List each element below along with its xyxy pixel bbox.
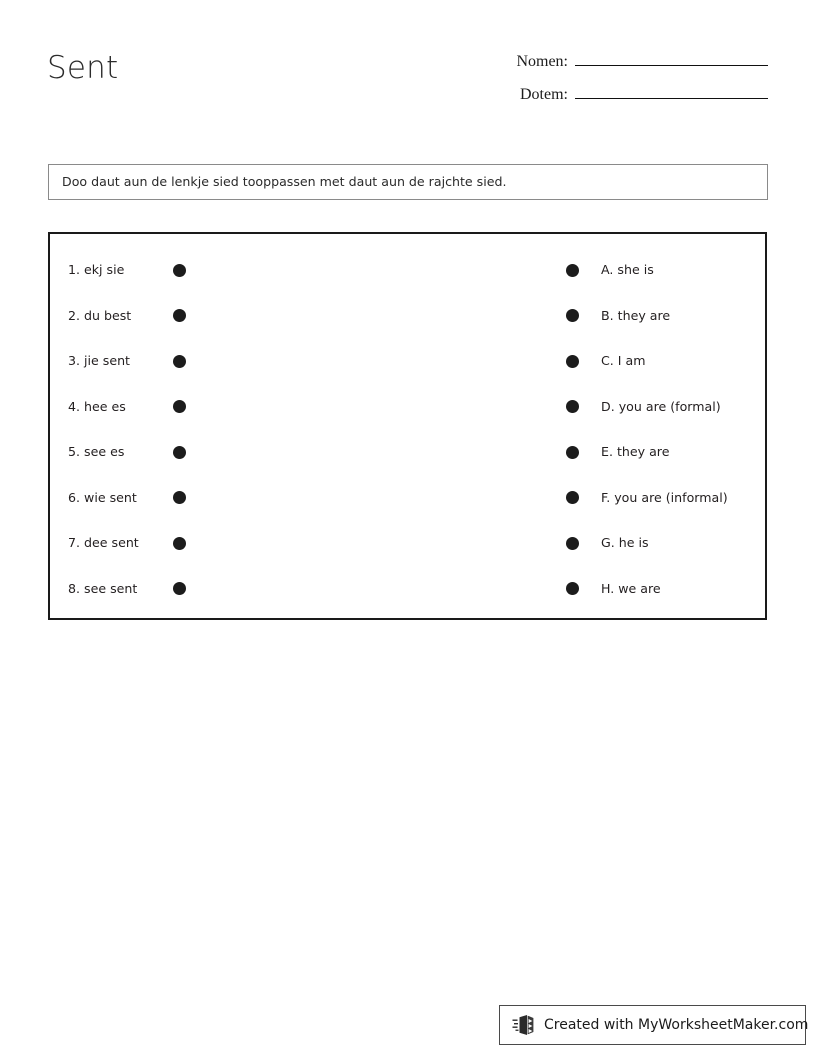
match-right-item[interactable] — [566, 262, 654, 278]
match-left-dot[interactable] — [173, 446, 186, 459]
match-left-label: 6. wie sent — [68, 489, 137, 505]
match-left-label: 5. see es — [68, 444, 125, 459]
matching-grid — [50, 234, 765, 618]
match-row — [50, 303, 765, 329]
match-left-item[interactable] — [68, 353, 388, 369]
match-right-item[interactable] — [566, 308, 670, 324]
page-title: Sent — [47, 50, 119, 86]
match-left-item[interactable] — [68, 444, 388, 460]
match-right-label: C. I am — [601, 353, 646, 368]
match-right-label: H. we are — [601, 580, 661, 596]
match-left-dot[interactable] — [173, 355, 186, 368]
match-right-item[interactable] — [566, 490, 728, 506]
name-field-row — [478, 46, 768, 79]
match-right-label: G. he is — [601, 535, 649, 550]
instruction-text: Doo daut aun de lenkje sied tooppassen met daut aun de rajchte sied. — [62, 174, 507, 189]
match-right-dot[interactable] — [566, 400, 579, 413]
match-left-dot[interactable] — [173, 491, 186, 504]
match-left-dot[interactable] — [173, 582, 186, 595]
match-right-item[interactable] — [566, 581, 661, 597]
match-right-item[interactable] — [566, 444, 669, 460]
match-right-label: E. they are — [601, 444, 670, 459]
matching-exercise-box — [48, 232, 767, 620]
match-row — [50, 257, 765, 283]
instruction-box — [48, 164, 768, 200]
match-left-dot[interactable] — [173, 537, 186, 550]
match-row — [50, 348, 765, 374]
footer-badge[interactable] — [499, 1005, 809, 1045]
match-left-dot[interactable] — [173, 309, 186, 322]
match-left-dot[interactable] — [173, 400, 186, 413]
date-field-row — [478, 79, 768, 112]
worksheet-maker-logo-icon — [512, 1013, 538, 1037]
match-right-dot[interactable] — [566, 264, 579, 277]
match-left-label: 3. jie sent — [68, 353, 130, 368]
match-left-item[interactable] — [68, 308, 388, 324]
match-left-item[interactable] — [68, 490, 388, 506]
match-left-label: 8. see sent — [68, 580, 138, 596]
match-right-dot[interactable] — [566, 582, 579, 595]
match-left-item[interactable] — [68, 399, 388, 415]
match-left-dot[interactable] — [173, 264, 186, 277]
name-field-input[interactable] — [575, 46, 768, 66]
date-field-input[interactable] — [575, 79, 768, 99]
match-row — [50, 576, 765, 602]
footer-text: Created with MyWorksheetMaker.com — [544, 1017, 809, 1033]
match-left-item[interactable] — [68, 262, 388, 278]
match-left-item[interactable] — [68, 535, 388, 551]
header-fields — [478, 46, 768, 112]
match-left-label: 4. hee es — [68, 398, 126, 414]
match-left-item[interactable] — [68, 581, 388, 597]
match-right-dot[interactable] — [566, 491, 579, 504]
match-left-label: 2. du best — [68, 307, 132, 323]
match-right-dot[interactable] — [566, 355, 579, 368]
date-field-label: Dotem: — [520, 86, 568, 103]
match-row — [50, 530, 765, 556]
match-row — [50, 394, 765, 420]
match-right-label: A. she is — [601, 262, 654, 277]
match-right-label: D. you are (formal) — [601, 398, 721, 414]
match-left-label: 1. ekj sie — [68, 262, 125, 277]
name-field-label: Nomen: — [516, 53, 568, 70]
match-right-item[interactable] — [566, 535, 649, 551]
match-row — [50, 485, 765, 511]
match-right-item[interactable] — [566, 399, 721, 415]
match-right-label: B. they are — [601, 307, 671, 323]
match-left-label: 7. dee sent — [68, 535, 139, 550]
match-right-dot[interactable] — [566, 309, 579, 322]
match-right-dot[interactable] — [566, 537, 579, 550]
match-right-item[interactable] — [566, 353, 646, 369]
match-right-label: F. you are (informal) — [601, 489, 728, 505]
match-row — [50, 439, 765, 465]
match-right-dot[interactable] — [566, 446, 579, 459]
